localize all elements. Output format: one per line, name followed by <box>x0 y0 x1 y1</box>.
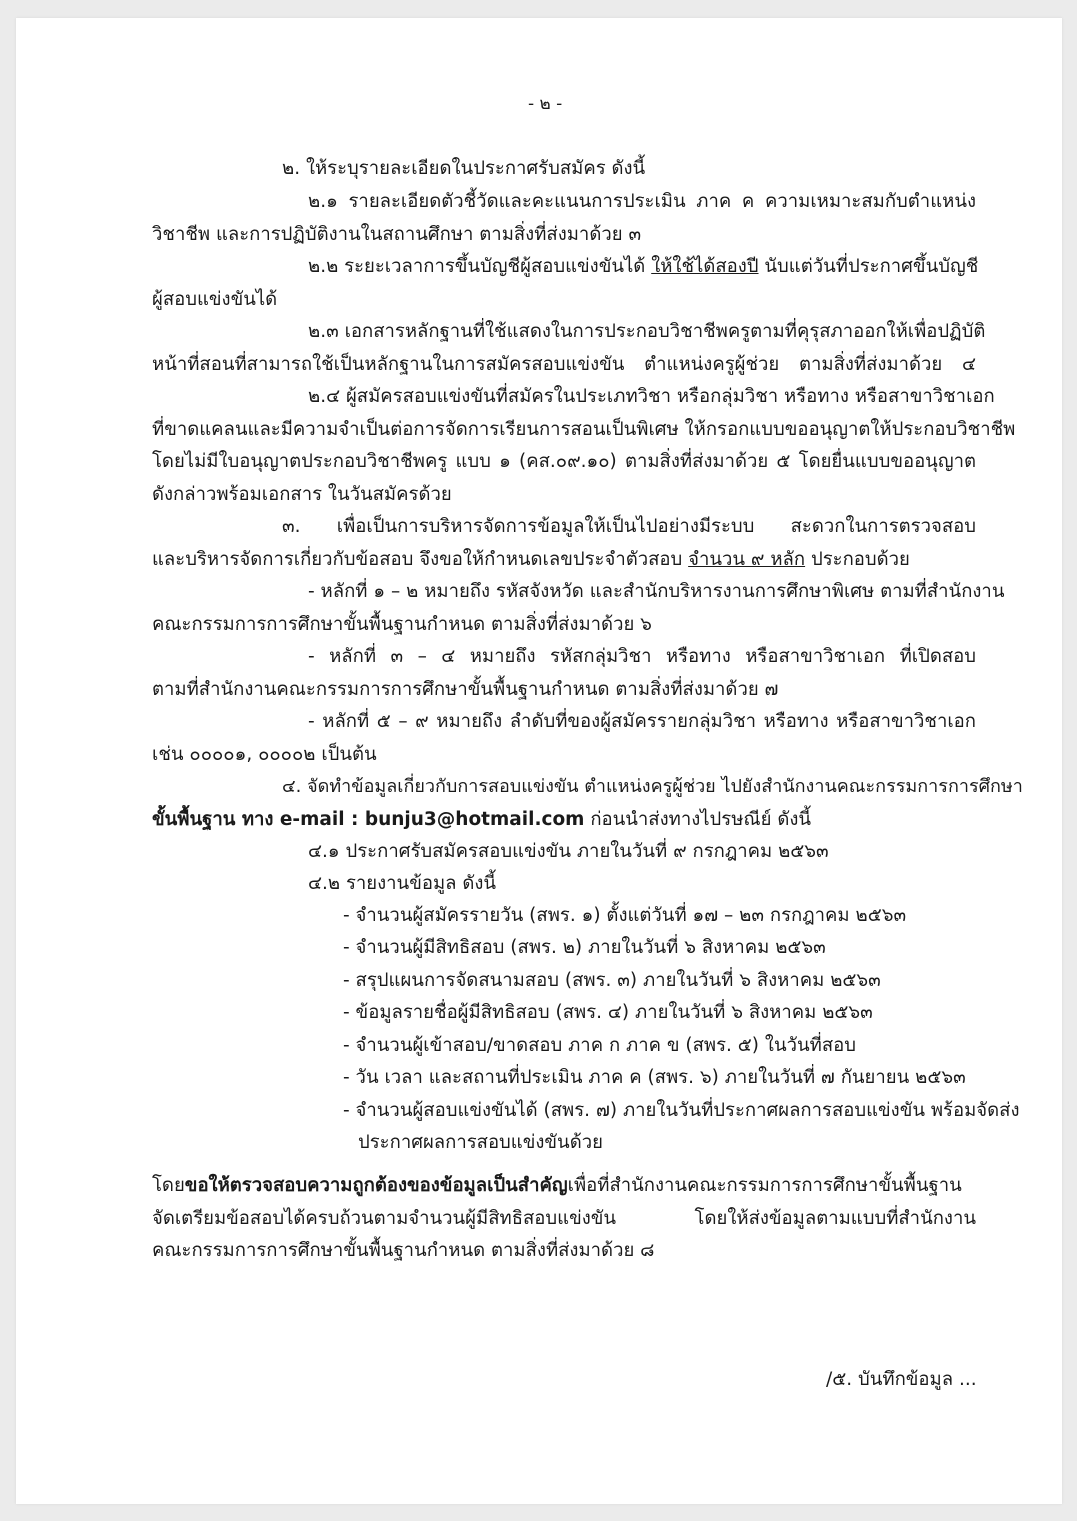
section-4-line-2 <box>152 807 811 833</box>
footer-line-3: คณะกรรมการการศึกษาขั้นพื้นฐานกำหนด ตามสิ่งที่ส่งมาด้วย ๘ <box>152 1240 655 1261</box>
page-number: - ๒ - <box>528 94 563 114</box>
digit-3-4-line-2: ตามที่สำนักงานคณะกรรมการการศึกษาขั้นพื้นฐานกำหนด ตามสิ่งที่ส่งมาด้วย ๗ <box>152 679 779 700</box>
item-2-2-text-b: นับแต่วันที่ประกาศขึ้นบัญชี <box>758 256 979 277</box>
item-4-2: ๔.๒ รายงานข้อมูล ดังนี้ <box>308 873 497 894</box>
digit-1-2-line-1: - หลักที่ ๑ – ๒ หมายถึง รหัสจังหวัด และสำนักบริหารงานการศึกษาพิเศษ ตามที่สำนักงาน <box>308 581 1005 602</box>
item-2-3-line-2: หน้าที่สอนที่สามารถใช้เป็นหลักฐานในการสมัครสอบแข่งขัน ตำแหน่งครูผู้ช่วย ตามสิ่งที่ส่งมาด้วย ๔ <box>152 354 976 375</box>
item-2-4-line-3: โดยไม่มีใบอนุญาตประกอบวิชาชีพครู แบบ ๑ (คส.๐๙.๑๐) ตามสิ่งที่ส่งมาด้วย ๕ โดยยื่นแบบขออนุญาต <box>152 451 976 472</box>
footer-text-a: โดย <box>152 1175 185 1196</box>
item-2-2-text-a: ๒.๒ ระยะเวลาการขึ้นบัญชีผู้สอบแข่งขันได้ <box>308 256 652 277</box>
item-2-2-line-1 <box>308 254 978 280</box>
report-item-3: - สรุปแผนการจัดสนามสอบ (สพร. ๓) ภายในวันที่ ๖ สิงหาคม ๒๕๖๓ <box>343 970 881 991</box>
section-3-underlined: จำนวน ๙ หลัก <box>688 549 806 570</box>
footer-line-1 <box>152 1173 962 1199</box>
section-3-text-a: และบริหารจัดการเกี่ยวกับข้อสอบ จึงขอให้กำหนดเลขประจำตัวสอบ <box>152 549 689 570</box>
item-2-3-line-1: ๒.๓ เอกสารหลักฐานที่ใช้แสดงในการประกอบวิชาชีพครูตามที่คุรุสภาออกให้เพื่อปฏิบัติ <box>308 321 986 342</box>
report-item-2: - จำนวนผู้มีสิทธิสอบ (สพร. ๒) ภายในวันที่ ๖ สิงหาคม ๒๕๖๓ <box>343 937 826 958</box>
item-2-2-line-2: ผู้สอบแข่งขันได้ <box>152 289 278 310</box>
report-item-1: - จำนวนผู้สมัครรายวัน (สพร. ๑) ตั้งแต่วันที่ ๑๗ – ๒๓ กรกฎาคม ๒๕๖๓ <box>343 905 907 926</box>
continuation-marker: /๕. บันทึกข้อมูล ... <box>826 1369 977 1390</box>
item-2-1-line-1: ๒.๑ รายละเอียดตัวชี้วัดและคะแนนการประเมิน ภาค ค ความเหมาะสมกับตำแหน่ง <box>308 191 976 212</box>
digit-5-9-line-2: เช่น ๐๐๐๐๑, ๐๐๐๐๒ เป็นต้น <box>152 744 377 765</box>
item-2-2-underlined: ให้ใช้ได้สองปี <box>651 256 759 277</box>
report-item-4: - ข้อมูลรายชื่อผู้มีสิทธิสอบ (สพร. ๔) ภายในวันที่ ๖ สิงหาคม ๒๕๖๓ <box>343 1002 873 1023</box>
item-2-4-line-1: ๒.๔ ผู้สมัครสอบแข่งขันที่สมัครในประเภทวิชา หรือกลุ่มวิชา หรือทาง หรือสาขาวิชาเอก <box>308 386 995 407</box>
report-item-7-line-2: ประกาศผลการสอบแข่งขันด้วย <box>358 1132 603 1153</box>
digit-3-4-line-1: - หลักที่ ๓ – ๔ หมายถึง รหัสกลุ่มวิชา หรือทาง หรือสาขาวิชาเอก ที่เปิดสอบ <box>308 646 976 667</box>
item-2-4-line-2: ที่ขาดแคลนและมีความจำเป็นต่อการจัดการเรียนการสอนเป็นพิเศษ ให้กรอกแบบขออนุญาตให้ประกอบวิชาชีพ <box>152 419 1016 440</box>
digit-5-9-line-1: - หลักที่ ๕ – ๙ หมายถึง ลำดับที่ของผู้สมัครรายกลุ่มวิชา หรือทาง หรือสาขาวิชาเอก <box>308 711 976 732</box>
footer-line-2: จัดเตรียมข้อสอบได้ครบถ้วนตามจำนวนผู้มีสิทธิสอบแข่งขัน โดยให้ส่งข้อมูลตามแบบที่สำนักงาน <box>152 1208 976 1229</box>
digit-1-2-line-2: คณะกรรมการการศึกษาขั้นพื้นฐานกำหนด ตามสิ่งที่ส่งมาด้วย ๖ <box>152 614 652 635</box>
item-4-1: ๔.๑ ประกาศรับสมัครสอบแข่งขัน ภายในวันที่ ๙ กรกฎาคม ๒๕๖๓ <box>308 841 829 862</box>
section-4-text: ก่อนนำส่งทางไปรษณีย์ ดังนี้ <box>584 809 812 830</box>
section-2-heading: ๒. ให้ระบุรายละเอียดในประกาศรับสมัคร ดังนี้ <box>282 158 646 179</box>
section-3-line-2 <box>152 547 910 573</box>
report-item-7-line-1: - จำนวนผู้สอบแข่งขันได้ (สพร. ๗) ภายในวันที่ประกาศผลการสอบแข่งขัน พร้อมจัดส่ง <box>343 1100 1020 1121</box>
footer-bold: ขอให้ตรวจสอบความถูกต้องของข้อมูลเป็นสำคัญ <box>184 1175 568 1196</box>
footer-text-c: เพื่อที่สำนักงานคณะกรรมการการศึกษาขั้นพื้นฐาน <box>567 1175 962 1196</box>
section-3-text-b: ประกอบด้วย <box>805 549 910 570</box>
report-item-5: - จำนวนผู้เข้าสอบ/ขาดสอบ ภาค ก ภาค ข (สพร. ๕) ในวันที่สอบ <box>343 1035 856 1056</box>
item-2-4-line-4: ดังกล่าวพร้อมเอกสาร ในวันสมัครด้วย <box>152 484 452 505</box>
report-item-6: - วัน เวลา และสถานที่ประเมิน ภาค ค (สพร. ๖) ภายในวันที่ ๗ กันยายน ๒๕๖๓ <box>343 1067 966 1088</box>
section-4-line-1: ๔. จัดทำข้อมูลเกี่ยวกับการสอบแข่งขัน ตำแหน่งครูผู้ช่วย ไปยังสำนักงานคณะกรรมการการศึกษา <box>282 776 1023 797</box>
item-2-1-line-2: วิชาชีพ และการปฏิบัติงานในสถานศึกษา ตามสิ่งที่ส่งมาด้วย ๓ <box>152 224 642 245</box>
section-3-line-1: ๓. เพื่อเป็นการบริหารจัดการข้อมูลให้เป็นไปอย่างมีระบบ สะดวกในการตรวจสอบ <box>282 516 976 537</box>
section-4-email-bold: ขั้นพื้นฐาน ทาง e-mail : bunju3@hotmail.com <box>152 809 585 830</box>
